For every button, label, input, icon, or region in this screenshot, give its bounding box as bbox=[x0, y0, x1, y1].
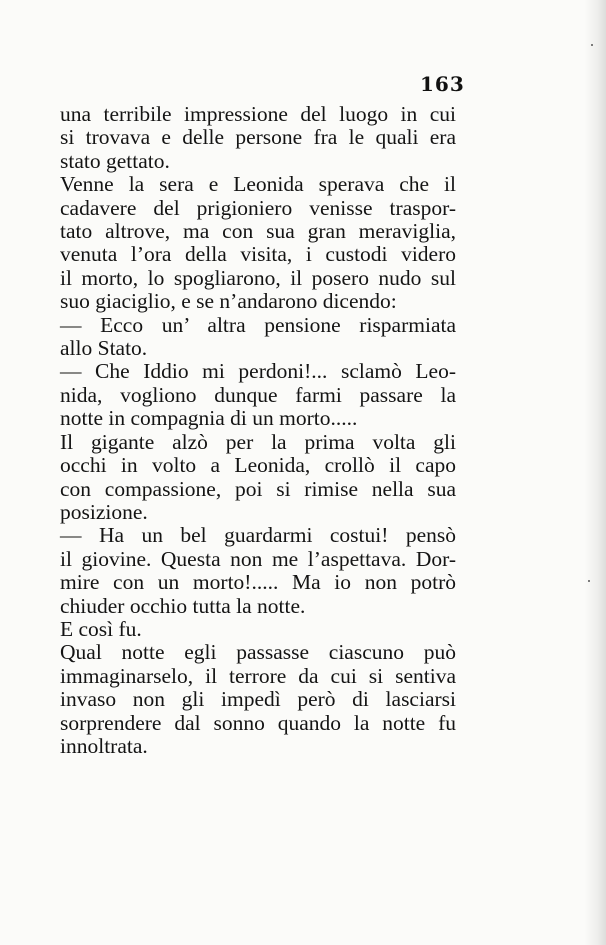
paragraph-1 bbox=[60, 103, 456, 173]
paragraph-5 bbox=[60, 431, 456, 525]
text-line: Venne la sera e Leonida sperava che il bbox=[60, 172, 456, 197]
text-line: notte in compagnia di un morto..... bbox=[60, 406, 358, 431]
text-line: il giovine. Questa non me l’aspettava. Dor- bbox=[60, 546, 456, 571]
page-number: 163 bbox=[420, 72, 465, 96]
text-line: posizione. bbox=[60, 499, 148, 524]
text-line: chiuder occhio tutta la notte. bbox=[60, 593, 306, 618]
paragraph-8 bbox=[60, 641, 456, 758]
text-line: Qual notte egli passasse ciascuno può bbox=[60, 640, 456, 665]
text-line: il morto, lo spogliarono, il posero nudo sul bbox=[60, 265, 456, 290]
text-line: occhi in volto a Leonida, crollò il capo bbox=[60, 453, 456, 478]
text-line: allo Stato. bbox=[60, 336, 148, 361]
text-line: cadavere del prigioniero venisse traspor- bbox=[60, 195, 456, 220]
text-line: stato gettato. bbox=[60, 148, 170, 173]
text-line: innoltrata. bbox=[60, 733, 148, 758]
text-line: mire con un morto!..... Ma io non potrò bbox=[60, 570, 456, 595]
text-line: — Che Iddio mi perdoni!... sclamò Leo- bbox=[60, 359, 456, 384]
text-line: immaginarselo, il terrore da cui si sentiva bbox=[60, 663, 456, 688]
text-line: si trovava e delle persone fra le quali era bbox=[60, 125, 456, 150]
text-line: suo giaciglio, e se n’andarono dicendo: bbox=[60, 289, 397, 314]
paragraph-7 bbox=[60, 618, 456, 641]
text-line: invaso non gli impedì però di lasciarsi bbox=[60, 687, 456, 712]
text-line: con compassione, poi si rimise nella sua bbox=[60, 476, 456, 501]
text-line: Il gigante alzò per la prima volta gli bbox=[60, 429, 456, 454]
body-text bbox=[60, 103, 456, 758]
text-line: — Ha un bel guardarmi costui! pensò bbox=[60, 523, 456, 548]
paragraph-6 bbox=[60, 524, 456, 618]
text-line: sorprendere dal sonno quando la notte fu bbox=[60, 710, 456, 735]
text-line: nida, vogliono dunque farmi passare la bbox=[60, 382, 456, 407]
text-line: — Ecco un’ altra pensione risparmiata bbox=[60, 312, 456, 337]
text-line: tato altrove, ma con sua gran meraviglia, bbox=[60, 219, 456, 244]
text-line: venuta l’ora della visita, i custodi videro bbox=[60, 242, 456, 267]
paragraph-3 bbox=[60, 314, 456, 361]
print-speck bbox=[588, 580, 590, 582]
page-edge-shadow bbox=[584, 0, 606, 945]
paragraph-2 bbox=[60, 173, 456, 313]
text-line: E così fu. bbox=[60, 616, 142, 641]
print-speck bbox=[591, 44, 593, 46]
text-line: una terribile impressione del luogo in cui bbox=[60, 102, 456, 126]
paragraph-4 bbox=[60, 360, 456, 430]
